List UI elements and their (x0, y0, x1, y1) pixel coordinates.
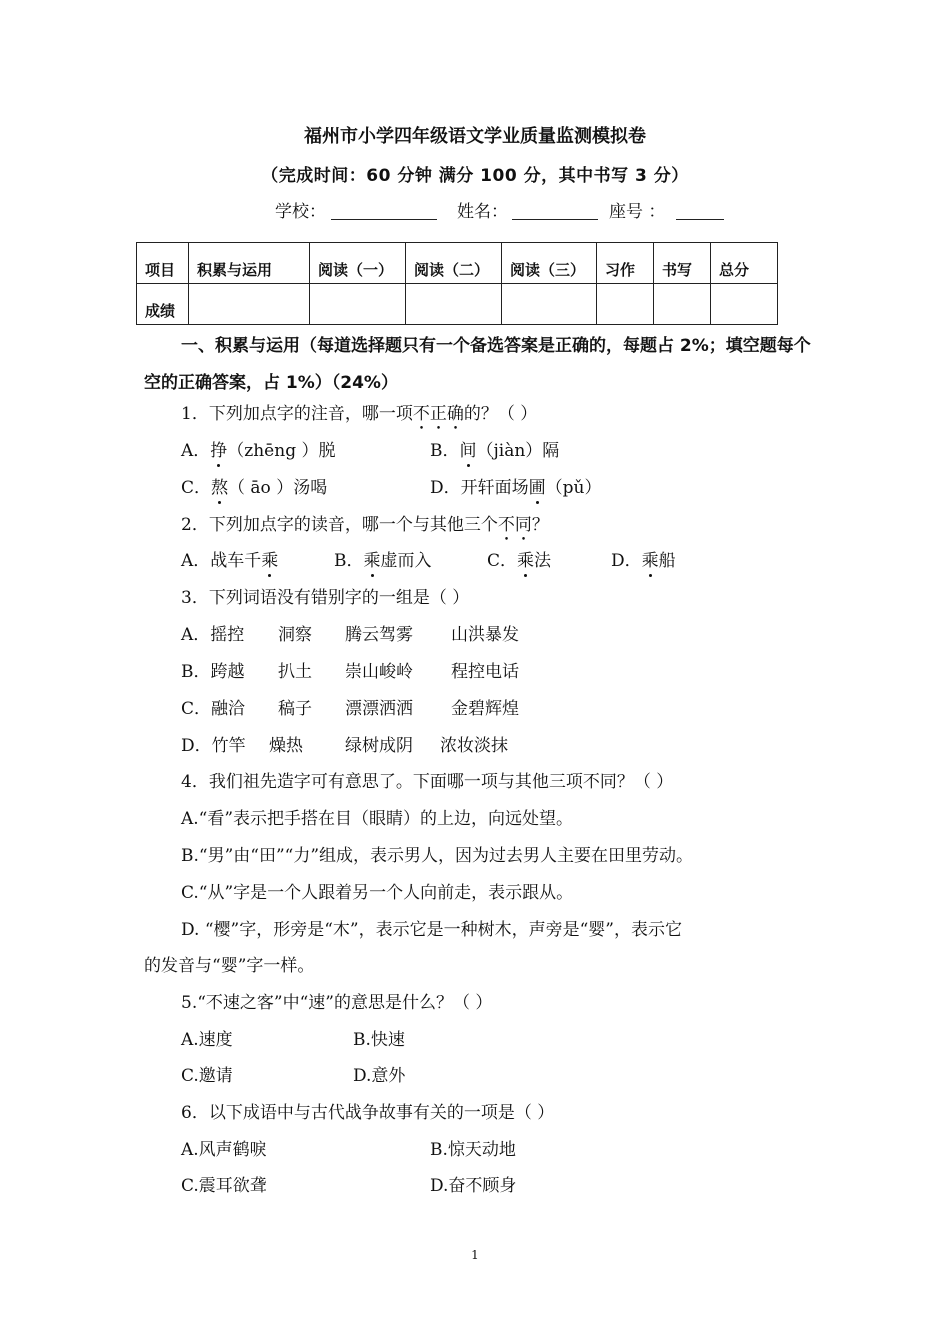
q4-option-c[interactable]: C.“从”字是一个人跟着另一个人向前走，表示跟从。 (181, 883, 574, 903)
q6-option-d[interactable]: D.奋不顾身 (430, 1176, 517, 1196)
q1-stem (181, 402, 537, 434)
score-cell[interactable] (502, 284, 597, 325)
q4-stem: 4．我们祖先造字可有意思了。下面哪一项与其他三项不同？（ ） (181, 772, 674, 792)
q1-option-d[interactable]: D．开轩面场圃（pǔ） (430, 478, 602, 498)
q6-option-b[interactable]: B.惊天动地 (430, 1140, 516, 1160)
q5-option-a[interactable]: A.速度 (181, 1030, 233, 1050)
q2-option-b-dotted: 乘 (363, 551, 381, 571)
q4-option-d-continued: 的发音与“婴”字一样。 (144, 956, 315, 976)
q2-option-d-dotted: 乘 (641, 551, 659, 571)
header-cell-total: 总分 (711, 243, 778, 284)
q2-option-c[interactable]: C．乘法 (487, 551, 552, 571)
q5-stem: 5.“不速之客”中“速”的意思是什么？（ ） (181, 993, 493, 1013)
exam-subtitle: （完成时间：60 分钟 满分 100 分，其中书写 3 分） (261, 166, 689, 186)
score-table-header-row (137, 243, 778, 284)
header-cell-reading-3: 阅读（三） (502, 243, 597, 284)
q1-option-c[interactable]: C．熬（ āo ）汤喝 (181, 478, 328, 498)
score-cell[interactable] (711, 284, 778, 325)
q4-option-b[interactable]: B.“男”由“田”“力”组成，表示男人，因为过去男人主要在田里劳动。 (181, 846, 694, 866)
q6-stem: 6．以下成语中与古代战争故事有关的一项是（ ） (181, 1103, 555, 1123)
seat-field[interactable] (676, 219, 724, 220)
section-1-heading: 一、积累与运用（每道选择题只有一个备选答案是正确的，每题占 2%；填空题每个空的正确答案，占 1%）（24%） (144, 336, 811, 393)
q1-option-c-dotted: 熬 (211, 478, 229, 498)
q5-option-d[interactable]: D.意外 (353, 1066, 406, 1086)
score-table (136, 242, 778, 325)
exam-title: 福州市小学四年级语文学业质量监测模拟卷 (304, 126, 646, 147)
score-cell[interactable] (406, 284, 502, 325)
q3-stem: 3．下列词语没有错别字的一组是（ ） (181, 588, 470, 608)
header-cell-item: 项目 (137, 243, 189, 284)
q2-option-d[interactable]: D．乘船 (611, 551, 676, 571)
header-cell-composition: 习作 (597, 243, 654, 284)
score-cell[interactable] (597, 284, 654, 325)
header-cell-accumulation: 积累与运用 (189, 243, 310, 284)
q2-stem: 2．下列加点字的读音，哪一个与其他三个不同？ (181, 515, 549, 535)
score-cell[interactable] (189, 284, 310, 325)
school-field[interactable] (331, 219, 437, 220)
q2-option-c-dotted: 乘 (517, 551, 535, 571)
q1-option-b-dotted: 间 (459, 441, 477, 461)
score-cell[interactable] (654, 284, 711, 325)
seat-label: 座号 ： (609, 202, 666, 222)
header-cell-writing: 书写 (654, 243, 711, 284)
q6-option-a[interactable]: A.风声鹤唳 (181, 1140, 267, 1160)
q1-stem-text: 1．下列加点字的注音，哪一项 (181, 404, 413, 424)
score-cell[interactable] (310, 284, 406, 325)
q1-option-a[interactable]: A．挣（zhēng ）脱 (181, 441, 336, 461)
q6-option-c[interactable]: C.震耳欲聋 (181, 1176, 267, 1196)
q4-option-d[interactable]: D. “樱”字，形旁是“木”，表示它是一种树木，声旁是“婴”，表示它 (181, 920, 682, 940)
score-row-label: 成绩 (137, 284, 189, 325)
q5-option-b[interactable]: B.快速 (353, 1030, 405, 1050)
q1-option-d-dotted: 圃 (528, 478, 546, 498)
exam-page: 福州市小学四年级语文学业质量监测模拟卷 （完成时间：60 分钟 满分 100 分，其中书写 3 分） 学校： 姓名： 座号 ： 项目 积累与运用 阅读（一） 阅读（二） 阅读（三） 习作 书写 总分 成绩 一、积累与运用（每道选择题只有一个备选答案是正确的，每题占 2%；填空题每个空的正确答案，占 1%）（24%） 1．下列加点字的注音，哪一项不正确的？（ ） A．挣（zhēng ）脱 B．间（jiàn）隔 C．熬（ āo ）汤喝 D．开轩面场圃（pǔ） 2．下列加点字的读音，哪一个与其他三个不同？ A．战车千乘 B．乘虚而入 C．乘法 D．乘船 3．下列词语没有错别字的一组是（ ） A．摇控 洞察 腾云驾雾 山洪暴发 B．跨越 扒土 崇山峻岭 程控电话 C．融洽 稿子 漂漂洒洒 金碧辉煌 D．竹竿 燥热 绿树成阴 浓妆淡抹 4．我们祖先造字可有意思了。下面哪一项与其他三项不同？（ ） A.“看”表示把手搭在目（眼睛）的上边，向远处望。 B.“男”由“田”“力”组成，表示男人，因为过去男人主要在田里劳动。 C.“从”字是一个人跟着另一个人向前走，表示跟从。 D. “樱”字，形旁是“木”，表示它是一种树木，声旁是“婴”，表示它 的发音与“婴”字一样。 5.“不速之客”中“速”的意思是什么？（ ） A.速度 B.快速 C.邀请 D.意外 6．以下成语中与古代战争故事有关的一项是（ ） A.风声鹤唳 B.惊天动地 C.震耳欲聋 D.奋不顾身 1 (0, 0, 950, 1344)
page-number: 1 (471, 1248, 479, 1262)
score-table-score-row (137, 284, 778, 325)
q2-stem-emphasis: 不同 (497, 515, 532, 535)
header-cell-reading-1: 阅读（一） (310, 243, 406, 284)
name-label: 姓名： (457, 202, 508, 222)
q1-stem-emphasis: 不正确 (412, 404, 464, 424)
header-cell-reading-2: 阅读（二） (406, 243, 502, 284)
q1-option-a-dotted: 挣 (210, 441, 228, 461)
q2-stem-text: 2．下列加点字的读音，哪一个与其他三个 (181, 515, 498, 535)
q5-option-c[interactable]: C.邀请 (181, 1066, 233, 1086)
q2-option-b[interactable]: B．乘虚而入 (334, 551, 432, 571)
q2-option-a-dotted: 乘 (261, 551, 279, 571)
q1-stem-text: 的？（ ） (463, 404, 538, 424)
q4-option-a[interactable]: A.“看”表示把手搭在目（眼睛）的上边，向远处望。 (181, 809, 574, 829)
q2-option-a[interactable]: A．战车千乘 (181, 551, 279, 571)
q1-option-b[interactable]: B．间（jiàn）隔 (430, 441, 560, 461)
school-label: 学校： (275, 202, 326, 222)
name-field[interactable] (512, 219, 598, 220)
